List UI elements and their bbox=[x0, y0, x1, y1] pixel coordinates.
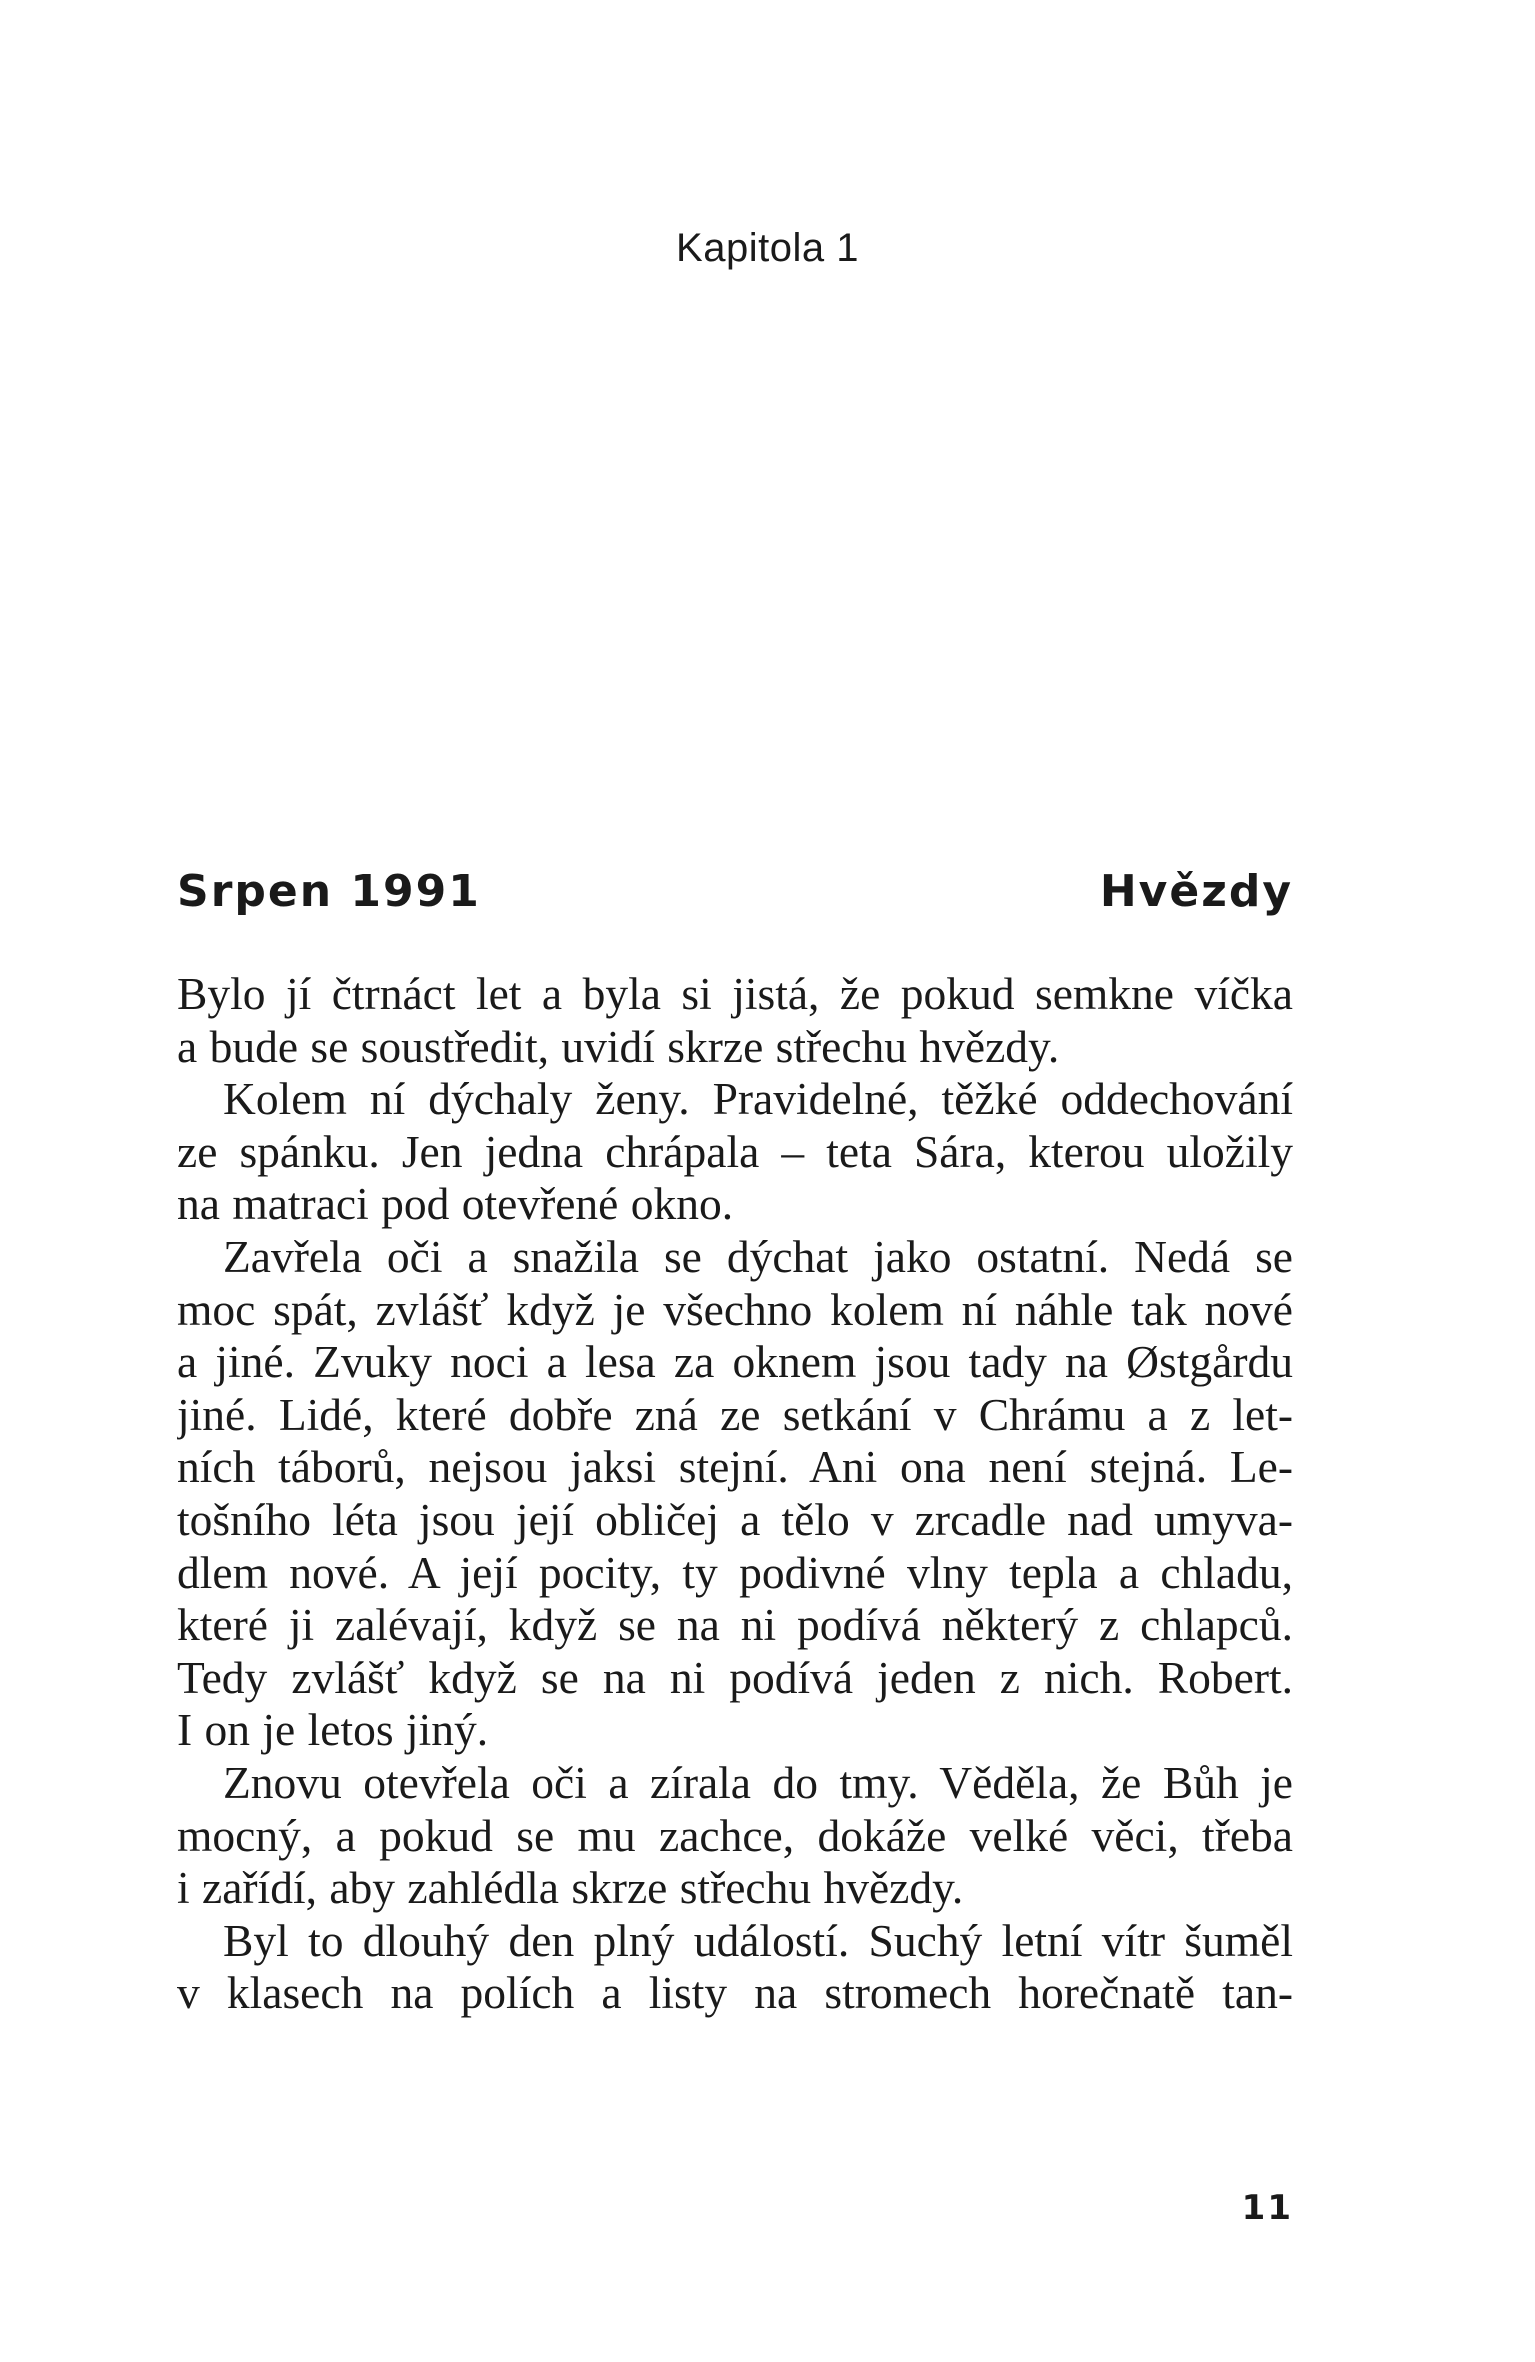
text-line: Byl to dlouhý den plný událostí. Suchý letní vítr šuměl bbox=[223, 1914, 1293, 1966]
text-line: mocný, a pokud se mu zachce, dokáže velké věci, třeba bbox=[177, 1809, 1293, 1861]
section-header bbox=[177, 860, 1293, 922]
text-line: které ji zalévají, když se na ni podívá některý z chlapců. bbox=[177, 1599, 1293, 1651]
body-text bbox=[177, 968, 1293, 2020]
text-line: Tedy zvlášť když se na ni podívá jeden z nich. Robert. bbox=[177, 1651, 1293, 1703]
section-title: Hvězdy bbox=[1099, 865, 1293, 917]
text-line: dlem nové. A její pocity, ty podivné vlny tepla a chladu, bbox=[177, 1546, 1293, 1598]
text-line: ze spánku. Jen jedna chrápala – teta Sára, kterou uložily bbox=[177, 1125, 1293, 1177]
text-line: v klasech na polích a listy na stromech horečnatě tan- bbox=[177, 1967, 1293, 2019]
text-line: a jiné. Zvuky noci a lesa za oknem jsou tady na Østgårdu bbox=[177, 1336, 1293, 1388]
text-line: ních táborů, nejsou jaksi stejní. Ani ona není stejná. Le- bbox=[177, 1441, 1293, 1493]
text-line: Zavřela oči a snažila se dýchat jako ostatní. Nedá se bbox=[223, 1230, 1293, 1282]
text-line: moc spát, zvlášť když je všechno kolem ní náhle tak nové bbox=[177, 1283, 1293, 1335]
text-line: i zařídí, aby zahlédla skrze střechu hvězdy. bbox=[177, 1862, 964, 1914]
text-line: na matraci pod otevřené okno. bbox=[177, 1178, 734, 1230]
text-line: Bylo jí čtrnáct let a byla si jistá, že pokud semkne víčka bbox=[177, 968, 1293, 1019]
chapter-label: Kapitola 1 bbox=[676, 226, 859, 270]
page-number: 11 bbox=[1241, 2188, 1293, 2228]
text-line: jiné. Lidé, které dobře zná ze setkání v Chrámu a z let- bbox=[177, 1388, 1293, 1440]
text-line: I on je letos jiný. bbox=[177, 1704, 489, 1756]
section-date: Srpen 1991 bbox=[177, 865, 481, 917]
text-line: Znovu otevřela oči a zírala do tmy. Věděla, že Bůh je bbox=[223, 1756, 1293, 1808]
text-line: tošního léta jsou její obličej a tělo v zrcadle nad umyva- bbox=[177, 1493, 1293, 1545]
text-line: a bude se soustředit, uvidí skrze střechu hvězdy. bbox=[177, 1020, 1060, 1072]
text-line: Kolem ní dýchaly ženy. Pravidelné, těžké oddechování bbox=[223, 1073, 1293, 1125]
